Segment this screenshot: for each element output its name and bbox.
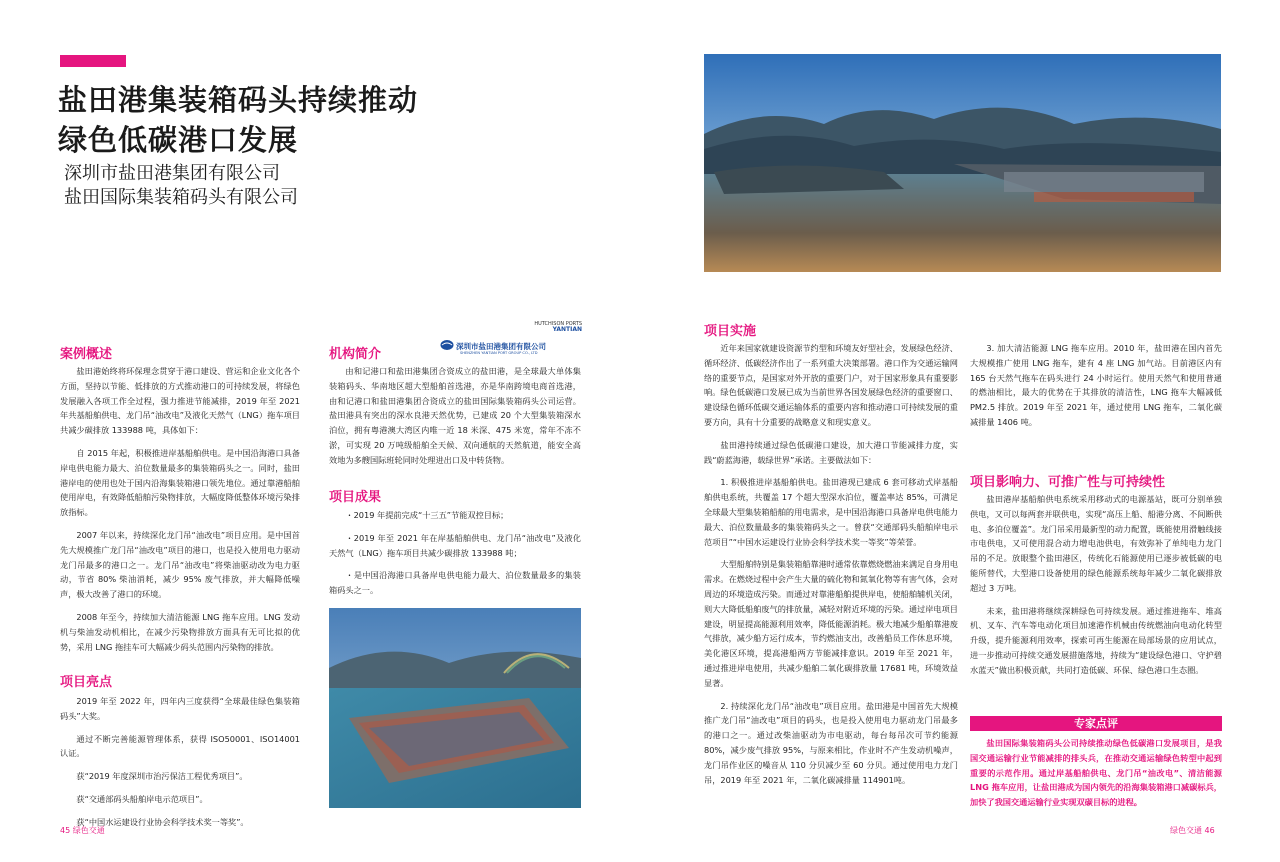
highlight-item: 获“中国水运建设行业协会科学技术奖一等奖”。 [76, 816, 249, 827]
result-item: ・是中国沿海港口具备岸电供电能力最大、泊位数量最多的集装箱码头之一。 [329, 570, 581, 596]
logo-yantian: YANTIAN [552, 326, 582, 333]
section-heading-intro: 机构简介 [329, 347, 382, 362]
org-line-1: 深圳市盐田港集团有限公司 [64, 163, 280, 184]
expert-comment-text [970, 736, 1222, 818]
results-list [329, 508, 581, 606]
overview-paragraph: 自 2015 年起，积极推进岸基船舶供电。是中国沿海港口具备岸电供电能力最大、泊位数量最多的集装箱码头之一。同时，盐田港岸电的使用也处于国内沿海集装箱港口领先地位。通过靠港船舶使用岸电，有效降低船舶污染物排放，大幅度降低整体环境污染排放指标。 [60, 447, 300, 518]
company-logo [440, 321, 582, 355]
title-line-2: 绿色低碳港口发展 [58, 123, 299, 157]
highlight-item: 2019 年至 2022 年，四年内三度获得“全球最佳绿色集装箱码头”大奖。 [60, 696, 300, 721]
section-heading-implementation: 项目实施 [704, 324, 757, 339]
container-terminal-photo [329, 608, 581, 808]
logo-company-name: 深圳市盐田港集团有限公司 [456, 342, 546, 351]
intro-paragraph: 由和记港口和盐田港集团合资成立的盐田港，是全球最大单体集装箱码头、华南地区超大型船舶首选港，亦是华南跨境电商首选港，由和记港口和盐田港集团合资成立的盐田国际集装箱码头公司运营。盐田港具有突出的深水良港天然优势，已建成 20 个大型集装箱深水泊位，拥有粤港澳大湾区内唯一近 18 米深、475 米宽，常年不冻不淤，可实现 20 万吨级船舶全天候、双向通航的天然航道，能安全高效地为多艘国际班轮同时处理进出口及中转货物。 [329, 366, 581, 465]
impact-text [970, 492, 1222, 686]
highlight-item: 获“交通部码头船舶岸电示范项目”。 [76, 793, 208, 804]
organization-names [64, 162, 484, 210]
highlights-text [60, 694, 300, 838]
page-footer-right: 绿色交通 46 [1170, 826, 1215, 835]
container-terminal-photo-graphic [329, 608, 581, 808]
implementation-text-continued [970, 341, 1222, 438]
title-line-1: 盐田港集装箱码头持续推动 [58, 83, 419, 117]
logo-mark-icon [440, 339, 454, 351]
accent-bar [60, 55, 126, 67]
section-heading-overview: 案例概述 [60, 347, 113, 362]
overview-text [60, 364, 300, 662]
expert-comment-heading: 专家点评 [970, 716, 1222, 731]
impact-paragraph: 未来，盐田港将继续深耕绿色可持续发展。通过推进拖车、堆高机、叉车、汽车等电动化项目加速港作机械由传统燃油向电动化转型升级，提升能源利用效率，探索可再生能源在局部场景的应用试点，进一步推动可持续交通发展措施落地，持续为“建设绿色港口、守护碧水蓝天”做出积极贡献，共同打造低碳、环保、绿色港口生态圈。 [970, 605, 1222, 675]
logo-company-name-en: SHENZHEN YANTIAN PORT GROUP CO., LTD [460, 351, 538, 355]
implementation-paragraph: 大型船舶特别是集装箱船靠港时通常依靠燃烧燃油来满足自身用电需求。在燃烧过程中会产生大量的硫化物和氮氧化物等有害气体，会对周边的环境造成污染。而通过对靠港船舶提供岸电，使船舶辅机关闭，则大大降低船舶废气的排放量，减轻对附近环境的污染。通过岸电项目建设，明显提高能源利用效率，降低能源消耗。极大地减少船舶靠港废气排放，减少船方运行成本，节约燃油支出，改善船员工作休息环境，美化港区环境，提高港船两方节能减排意识。2019 年至 2021 年，通过推进岸电使用，共减少船舶二氧化碳排放量 17681 吨，环境效益显著。 [704, 559, 958, 688]
page-footer-left: 45 绿色交通 [60, 826, 105, 835]
overview-paragraph: 2008 年至今，持续加大清洁能源 LNG 拖车应用。LNG 发动机与柴油发动机相比，在减少污染物排放方面具有无可比拟的优势，采用 LNG 拖挂车可大幅减少码头范围内污染物的排放。 [60, 611, 300, 652]
section-heading-highlights: 项目亮点 [60, 675, 113, 690]
impact-paragraph: 盐田港岸基船舶供电系统采用移动式的电源基站，既可分别单独供电，又可以每两套并联供电，实现“高压上船、船港分离、不间断供电、多泊位覆盖”。龙门吊采用最新型的动力配置，既能使用滑触线接市电供电，又可使用混合动力增电池供电，有效弥补了单纯电力龙门吊的不足。放眼整个盐田港区，传统化石能源使用已逐步被低碳的电能所替代，大型港口设备使用的绿色能源系统每年减少二氧化碳排放超过 3 万吨。 [970, 494, 1222, 593]
highlight-item: 获“2019 年度深圳市治污保洁工程优秀项目”。 [76, 771, 248, 782]
section-heading-results: 项目成果 [329, 490, 382, 505]
port-aerial-photo [704, 54, 1221, 272]
implementation-paragraph: 1. 积极推进岸基船舶供电。盐田港现已建成 6 套可移动式岸基船舶供电系统，共覆盖 17 个超大型深水泊位，覆盖率达 85%，可满足全球最大型集装箱船舶的用电需求，是中国沿海港口具备岸电供电能力最大、泊位数量最多的集装箱码头之一。曾获“交通部码头船舶岸电示范项目”“中国水运建设行业协会科学技术奖一等奖”等荣誉。 [704, 477, 958, 547]
overview-paragraph: 盐田港始终将环保理念贯穿于港口建设、营运和企业文化各个方面，坚持以节能、低排放的方式推动港口的可持续发展，将绿色发展融入各项工作全过程，强力推进节能减排，2019 年至 2021 年共基船舶供电、龙门吊“油改电”及液化天然气（LNG）拖车项目共减少碳排放 133988 吨，具体如下： [60, 366, 300, 436]
highlight-item: 通过不断完善能源管理体系，获得 ISO50001、ISO14001 认证。 [60, 733, 300, 759]
section-heading-impact: 项目影响力、可推广性与可持续性 [970, 475, 1166, 490]
implementation-paragraph: 3. 加大清洁能源 LNG 拖车应用。2010 年，盐田港在国内首先大规模推广使用 LNG 拖车，建有 4 座 LNG 加气站。目前港区内有 165 台天然气拖车在码头进行 24 小时运行。使用天然气和使用普通的燃油相比，最大的优势在于其排放的清洁性，LNG 拖车大幅减低 PM2.5 排放。2019 年至 2021 年，通过使用 LNG 拖车，二氧化碳减排量 1406 吨。 [970, 343, 1222, 427]
article-title [58, 80, 488, 160]
logo-hutchison: HUTCHISON PORTS [534, 321, 582, 327]
org-line-2: 盐田国际集装箱码头有限公司 [64, 187, 298, 208]
result-item: ・2019 年提前完成“十三五”节能双控目标； [345, 510, 509, 520]
implementation-paragraph: 2. 持续深化龙门吊“油改电”项目应用。盐田港是中国首先大规模推广龙门吊“油改电”项目的码头，也是投入使用电力驱动龙门吊最多的港口之一。通过改柴油驱动为市电驱动，每台每吊次可节约能源 80%，减少废气排放 95%，与原来相比，作业时不产生发动机噪声，龙门吊作业区的噪音从 110 分贝减少至 60 分贝。通过使用电力龙门吊，2019 年至 2021 年，二氧化碳减排量 114901吨。 [704, 700, 958, 785]
implementation-paragraph: 近年来国家就建设资源节约型和环境友好型社会，发展绿色经济、循环经济、低碳经济作出了一系列重大决策部署。港口作为交通运输网络的重要节点，是国家对外开放的重要门户，对于国家形象具有重要影响。绿色低碳港口发展已成为当前世界各国发展绿色经济的重要窗口、建设绿色循环低碳交通运输体系的重要内容和推动港口可持续发展的重要方向，具有十分重要的战略意义和现实意义。 [704, 343, 958, 427]
intro-text [329, 364, 581, 476]
overview-paragraph: 2007 年以来，持续深化龙门吊“油改电”项目应用。是中国首先大规模推广龙门吊“油改电”项目的港口，也是投入使用电力驱动龙门吊最多的港口之一。龙门吊“油改电”将柴油驱动改为电力驱动，节省 80% 柴油消耗，减少 95% 废气排放，并大幅降低噪声，极大改善了港口的环境。 [60, 529, 300, 600]
port-aerial-photo-graphic [704, 54, 1221, 272]
implementation-paragraph: 盐田港持续通过绿色低碳港口建设，加大港口节能减排力度，实践“蔚蓝海港，载绿世界”承诺。主要做法如下： [704, 439, 958, 465]
result-item: ・2019 年至 2021 年在岸基船舶供电、龙门吊“油改电”及液化天然气（LNG）拖车项目共减少碳排放 133988 吨； [329, 532, 581, 558]
implementation-text [704, 341, 958, 795]
expert-comment-paragraph: 盐田国际集装箱码头公司持续推动绿色低碳港口发展项目，是我国交通运输行业节能减排的排头兵，在推动交通运输绿色转型中起到重要的示范作用。通过岸基船舶供电、龙门吊“油改电”、清洁能源 LNG 拖车应用，让盐田港成为国内领先的沿海集装箱港口减碳标兵，加快了我国交通运输行业实现双碳目标的进程。 [970, 738, 1222, 808]
